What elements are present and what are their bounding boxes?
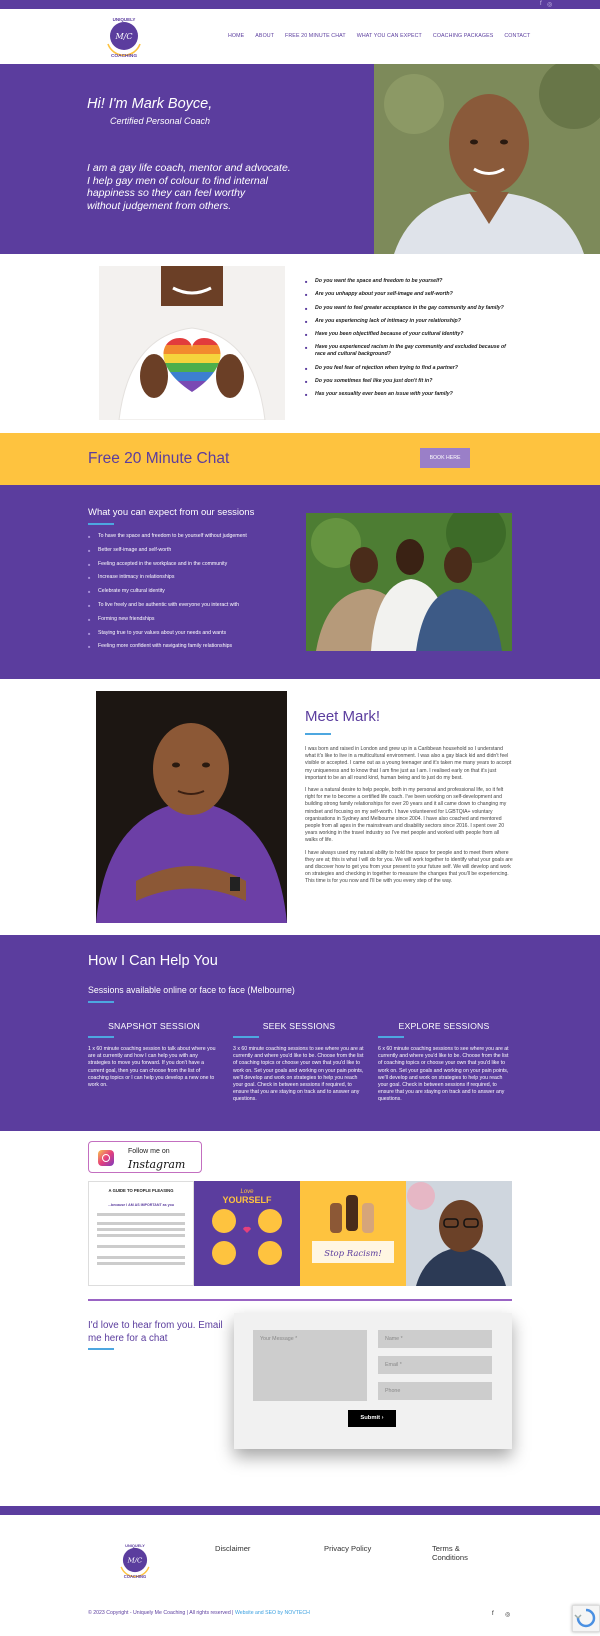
expect-title: What you can expect from our sessions	[88, 507, 255, 518]
title-underline	[88, 1348, 114, 1350]
list-item: ■ Are you unhappy about your self-image and self-worth?	[305, 291, 515, 298]
top-bar	[0, 0, 600, 9]
meet-mark-title: Meet Mark!	[305, 708, 381, 725]
footer-link-disclaimer[interactable]: Disclaimer	[215, 1544, 251, 1553]
bio-paragraph: I have always used my natural ability to hold the space for people and to meet them where they are at; this is what I will do for you. We will work together to identify what your goals are and discover how to get you from your present to your future self. We will develop and work on strategies and checking in together to measure the changes that you'll be experiencing. This time is for you now and I'll be with you every step of the way.	[305, 849, 513, 885]
hero-subtitle: Certified Personal Coach	[110, 116, 211, 126]
title-underline	[88, 1001, 114, 1003]
follow-text: Follow me on	[128, 1148, 170, 1155]
main-nav	[228, 33, 530, 39]
credit-link[interactable]: Website and SEO by NOVTECH	[234, 1610, 310, 1616]
nav-contact[interactable]: CONTACT	[504, 33, 531, 39]
follow-instagram-badge[interactable]	[88, 1141, 202, 1173]
post-subtitle: ...because I AM AS IMPORTANT as you	[107, 1203, 175, 1207]
help-title: How I Can Help You	[88, 953, 218, 969]
list-item: ■ Have you been objectified because of your cultural identity?	[305, 331, 515, 338]
name-field[interactable]: Name *	[378, 1330, 492, 1348]
copyright	[88, 1610, 318, 1617]
bio-paragraph: I was born and raised in London and grew up in a Caribbean household so I understand what it's like to live in a multicultural environment. I was also a gay black kid and didn't feel visible or accepted. I came out as a young teenager and it's taken me many years to accept my uniqueness and to know that I am fine just as I am. I realised early on that it's just important to be an all round kind, human being and to just do my best.	[305, 746, 512, 781]
feed-post-selfie[interactable]	[406, 1181, 512, 1286]
list-item: ■ Do you feel fear of rejection when trying to find a partner?	[305, 365, 515, 372]
book-here-button[interactable]: BOOK HERE	[420, 448, 470, 468]
title-underline	[233, 1036, 259, 1038]
nav-what-to-expect[interactable]: WHAT YOU CAN EXPECT	[356, 33, 422, 39]
hero-intro-line: I am a gay life coach, mentor and advocate.	[87, 162, 291, 174]
seek-sessions-card	[233, 1021, 365, 1104]
title-underline	[88, 1036, 114, 1038]
instagram-word: Instagram	[128, 1158, 186, 1171]
list-item: ■ Staying true to your values about your needs and wants	[88, 630, 288, 637]
post-title: YOURSELF	[222, 1195, 272, 1205]
phone-field[interactable]: Phone	[378, 1382, 492, 1400]
hero-portrait-photo	[374, 64, 600, 254]
session-description: 6 x 60 minute coaching sessions to see where you are at currently and where you'd like to be. Choose from the list of coaching topics or choose your own that you'd like to work on. Set your goals and working on your pain points, we'll develop and work on strategies to help you reach your goal. Check in between sessions if required, to ensure that you are staying on track and to answer any questions.	[378, 1046, 509, 1103]
help-section	[0, 935, 600, 1131]
logo-mark: M/C	[115, 32, 133, 41]
nav-coaching-packages[interactable]: COACHING PACKAGES	[432, 33, 494, 39]
session-description: 1 x 60 minute coaching session to talk about where you are at currently and how I can help you with any strategies to move you forward. If you don't have a current goal, then you can choose from the list of coaching topics or I can help you develop a new one to work on.	[88, 1046, 216, 1089]
footer-link-terms-line: Conditions	[432, 1553, 468, 1562]
facebook-icon[interactable]: f	[492, 1611, 494, 1617]
free-chat-title: Free 20 Minute Chat	[88, 450, 230, 467]
help-subtitle: Sessions available online or face to face (Melbourne)	[88, 985, 295, 995]
submit-button[interactable]	[348, 1410, 396, 1427]
list-item: ■ Do you want the space and freedom to be yourself?	[305, 278, 515, 285]
hero-intro-line: without judgement from others.	[87, 199, 232, 212]
submit-label: Submit	[360, 1415, 381, 1421]
instagram-feed	[88, 1181, 512, 1286]
post-title: Stop Racism!	[324, 1249, 382, 1259]
footer-bar	[0, 1506, 600, 1515]
logo-top-text: UNIQUELY	[125, 1543, 145, 1549]
section-divider	[88, 1299, 512, 1301]
feed-post-stop-racism[interactable]	[300, 1181, 406, 1286]
list-item: ■ Are you experiencing lack of intimacy in your relationship?	[305, 318, 515, 325]
list-item: ■ Feeling more confident with navigating family relationships	[88, 643, 288, 650]
logo-top-text: UNIQUELY	[112, 17, 136, 22]
chevron-right-icon: ›	[381, 1415, 384, 1421]
copyright-text: © 2023 Copyright - Uniquely Me Coaching | All rights reserved |	[88, 1610, 234, 1616]
snapshot-session-card	[88, 1021, 220, 1089]
instagram-icon[interactable]: ◎	[547, 2, 553, 8]
explore-sessions-card	[378, 1021, 510, 1104]
footer-link-privacy-policy[interactable]: Privacy Policy	[324, 1544, 372, 1553]
logo-mark: M/C	[127, 1556, 143, 1565]
list-item: ■ Increase intimacy in relationships	[88, 574, 288, 581]
logo-bottom-text: COACHING	[110, 54, 138, 58]
instagram-icon	[98, 1150, 114, 1166]
list-item: ■ Have you experienced racism in the gay community and excluded because of race and cultural background?	[305, 344, 515, 358]
hero-title: Hi! I'm Mark Boyce,	[87, 96, 213, 112]
hero-intro-line: happiness so they can feel worthy	[87, 187, 246, 199]
site-header	[0, 9, 600, 64]
nav-about[interactable]: ABOUT	[255, 33, 275, 39]
meet-mark-section	[0, 679, 600, 935]
recaptcha-badge[interactable]	[572, 1605, 600, 1632]
list-item: ■ Do you sometimes feel like you just don't fit in?	[305, 378, 515, 385]
feed-post-people-pleasing[interactable]	[88, 1181, 194, 1286]
post-title: A GUIDE TO PEOPLE PLEASING	[108, 1188, 174, 1193]
contact-title: I'd love to hear from you. Email me here for a chat	[88, 1320, 223, 1344]
expect-list	[88, 533, 288, 657]
bio-paragraph: I have a natural desire to help people, both in my personal and professional life, so it felt right for me to become a certified life coach. I've been working on self-development and building strong family relationships for over 20 years and it all came down to changing my mindset and focusing on my self-worth. I have volunteered for LGBTQIA+ voluntary organisations in Sydney and Melbourne since 2004. I have also coached and mentored people from all ages in the mainstream and disability sectors since 2016. I spent over 20 years working in the travel industry so I've met people and worked with people from all walks of life.	[305, 787, 507, 844]
questions-section	[0, 254, 600, 433]
hero-intro	[87, 162, 327, 212]
list-item: ■ Better self-image and self-worth	[88, 547, 288, 554]
feed-post-love-yourself[interactable]	[194, 1181, 300, 1286]
post-title: Love	[240, 1189, 254, 1195]
hero-section	[0, 64, 600, 254]
list-item: ■ Do you want to feel greater acceptance in the gay community and by family?	[305, 305, 515, 312]
email-field[interactable]: Email *	[378, 1356, 492, 1374]
list-item: ■ Forming new friendships	[88, 616, 288, 623]
nav-free-chat[interactable]: FREE 20 MINUTE CHAT	[285, 33, 346, 39]
list-item: ■ Has your sexuality ever been an issue with your family?	[305, 391, 515, 398]
title-underline	[305, 733, 331, 735]
session-name: SNAPSHOT SESSION	[108, 1021, 200, 1031]
rainbow-heart-photo	[99, 266, 285, 420]
expect-section	[0, 485, 600, 679]
list-item: ■ Celebrate my cultural identity	[88, 588, 288, 595]
questions-list	[305, 278, 515, 405]
free-chat-banner	[0, 433, 600, 485]
logo-bottom-text: COACHING	[123, 1574, 147, 1579]
logo[interactable]	[102, 14, 146, 58]
recaptcha-icon	[573, 1606, 599, 1631]
footer-link-terms-line: Terms &	[432, 1544, 460, 1553]
message-field[interactable]: Your Message *	[253, 1330, 367, 1401]
instagram-icon[interactable]: ◎	[505, 1612, 511, 1618]
footer-link-terms[interactable]	[432, 1544, 468, 1562]
session-name: SEEK SESSIONS	[262, 1021, 336, 1031]
facebook-icon[interactable]: f	[540, 1, 542, 7]
footer-logo[interactable]	[116, 1541, 154, 1579]
title-underline	[378, 1036, 404, 1038]
mark-portrait-photo	[96, 691, 287, 923]
session-name: EXPLORE SESSIONS	[398, 1021, 490, 1031]
session-description: 3 x 60 minute coaching sessions to see where you are at currently and where you'd like to be. Choose from the list of coaching topics or choose your own that you'd like to work on. Set your goals and working on your pain points, we'll develop and work on strategies to help you reach your goal. Check in between sessions if required, to ensure that you are staying on track and to answer any questions.	[233, 1046, 364, 1103]
list-item: ■ Feeling accepted in the workplace and in the community	[88, 561, 288, 568]
list-item: ■ To live freely and be authentic with everyone you interact with	[88, 602, 288, 609]
hero-intro-line: I help gay men of colour to find internal	[87, 174, 268, 187]
list-item: ■ To have the space and freedom to be yourself without judgement	[88, 533, 288, 540]
nav-home[interactable]: HOME	[228, 33, 245, 39]
meet-mark-text	[305, 746, 513, 891]
contact-form	[234, 1313, 512, 1449]
title-underline	[88, 523, 114, 525]
group-of-friends-photo	[306, 513, 512, 651]
